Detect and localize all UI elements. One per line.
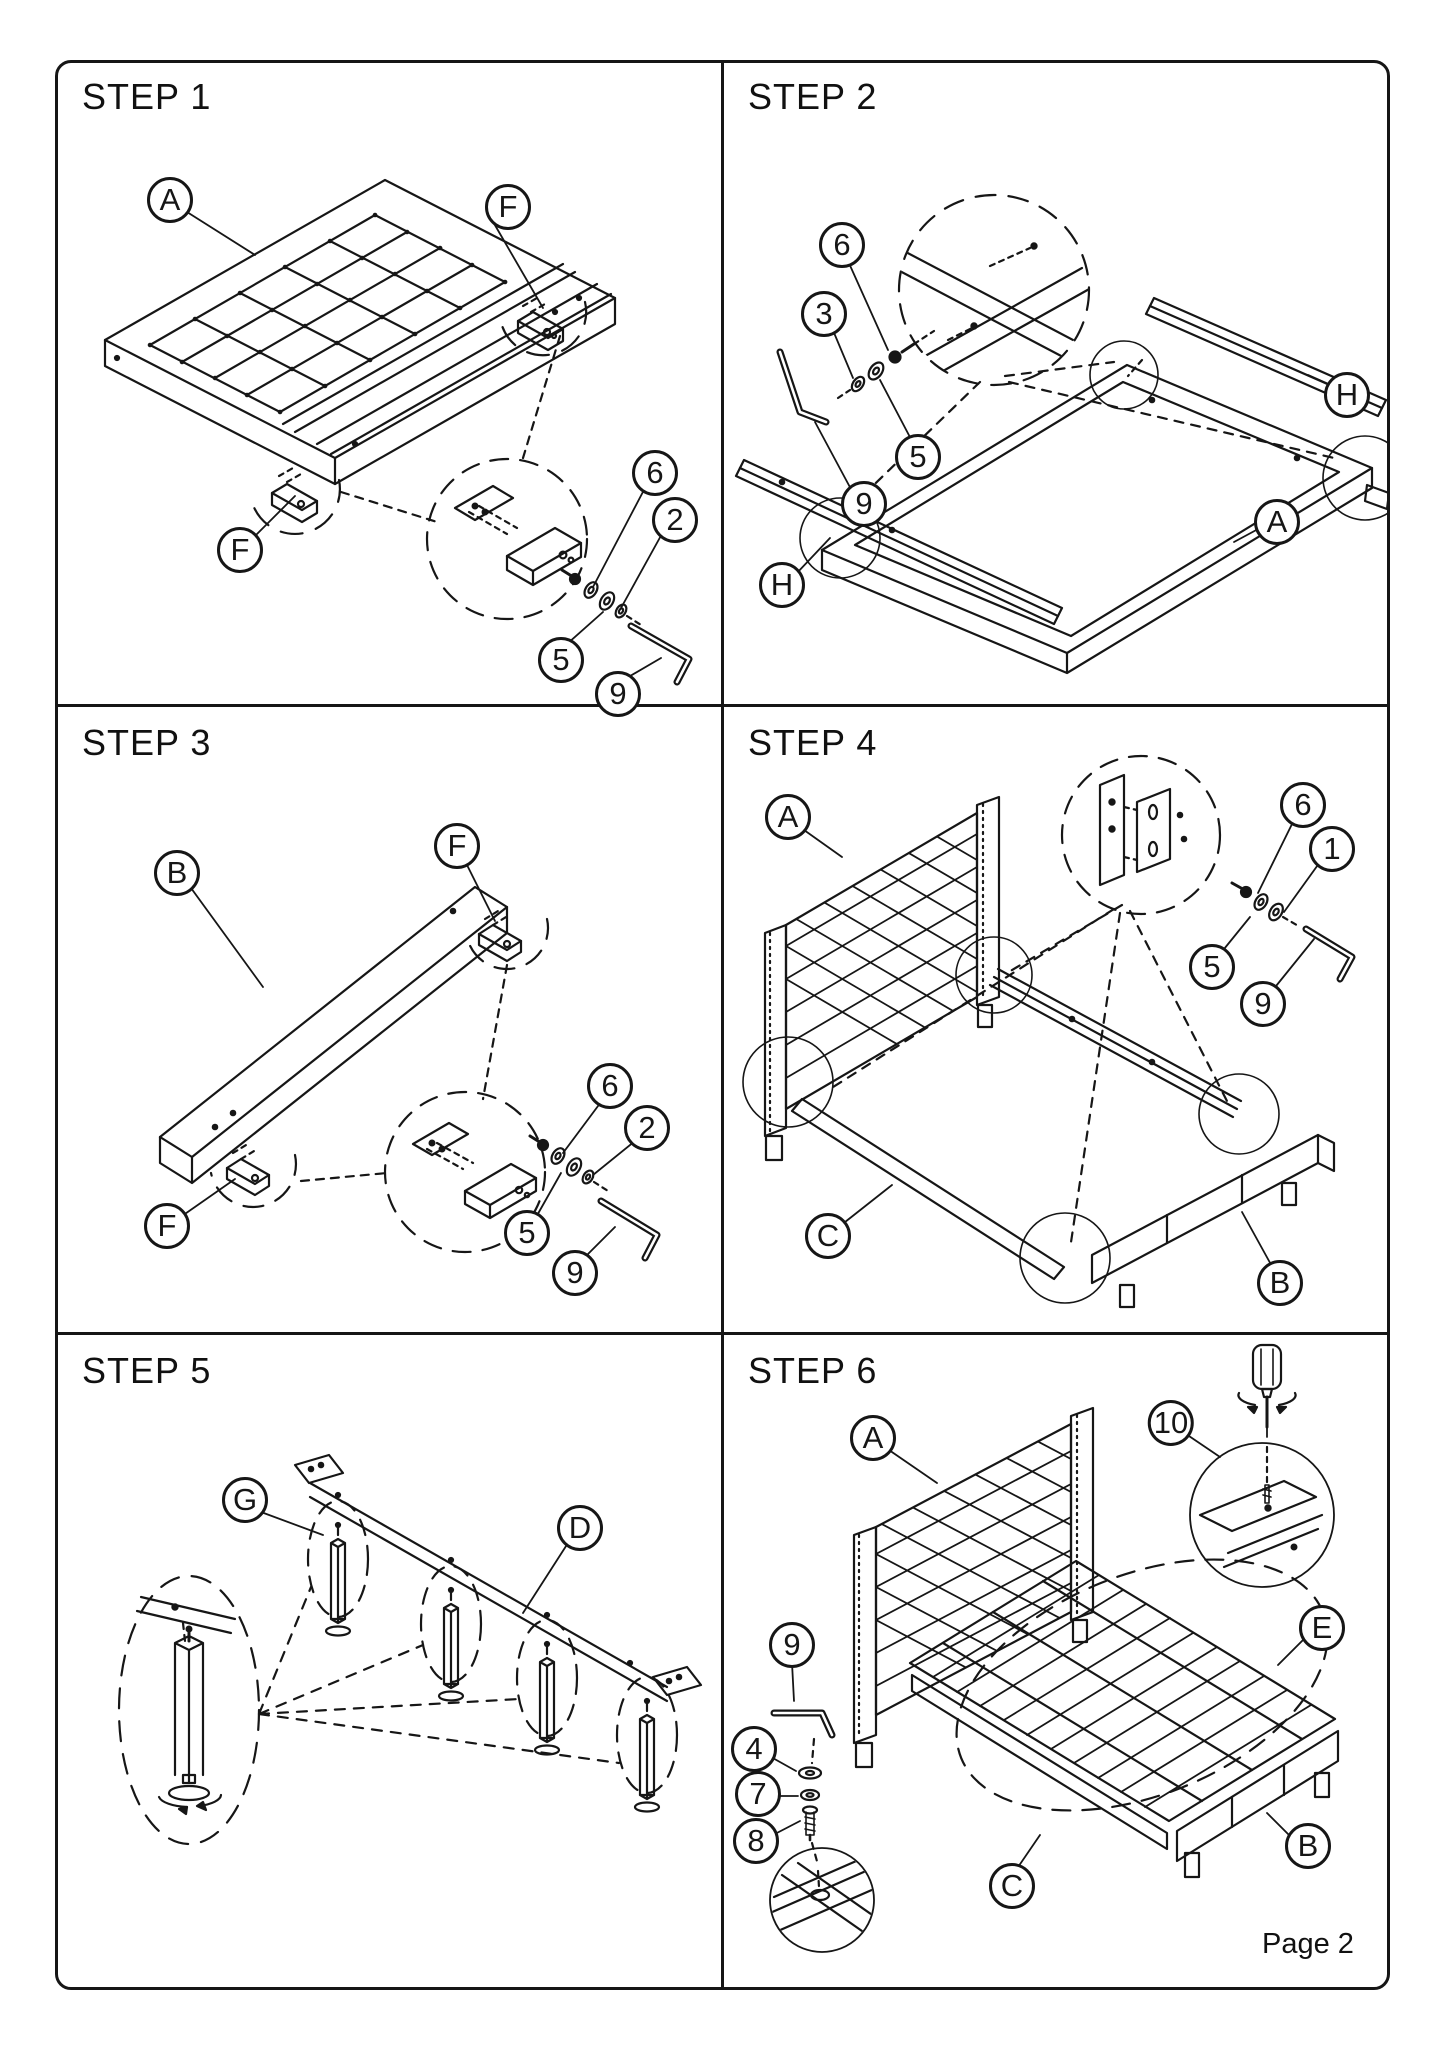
bolt-stack-icon [799, 1739, 821, 1865]
callout-step2-H2: H [759, 562, 805, 608]
callout-step1-5: 5 [538, 637, 584, 683]
allen-wrench-icon [1306, 929, 1352, 979]
callout-step2-9: 9 [841, 481, 887, 527]
callout-step2-H1: H [1324, 372, 1370, 418]
callout-step4-C: C [805, 1213, 851, 1259]
callout-step5-G: G [222, 1477, 268, 1523]
leader-lines [182, 863, 635, 1259]
callout-step1-9: 9 [595, 671, 641, 717]
step-6-illustration [722, 1335, 1390, 1988]
headboard-illustration [854, 1352, 1093, 1767]
screwdriver-icon [1238, 1345, 1295, 1437]
step-1-title: STEP 1 [82, 76, 212, 117]
callout-step4-1: 1 [1309, 826, 1355, 872]
leg-block-left [251, 468, 340, 534]
callout-step6-B: B [1285, 1823, 1331, 1869]
callout-step6-C: C [989, 1863, 1035, 1909]
rail-b-illustration [160, 887, 507, 1183]
callout-step3-6: 6 [587, 1063, 633, 1109]
step-3-title: STEP 3 [82, 722, 212, 763]
callout-step1-2: 2 [652, 497, 698, 543]
callout-step5-D: D [557, 1505, 603, 1551]
leg-block-left [211, 1145, 296, 1207]
step-5-title: STEP 5 [82, 1350, 212, 1391]
callout-step3-2: 2 [624, 1105, 670, 1151]
callout-step1-A: A [147, 177, 193, 223]
callout-step6-7: 7 [735, 1771, 781, 1817]
callout-step4-B: B [1257, 1260, 1303, 1306]
callout-step1-6: 6 [632, 450, 678, 496]
callout-step6-8: 8 [733, 1818, 779, 1864]
callout-step2-6: 6 [819, 222, 865, 268]
callout-step3-9: 9 [552, 1250, 598, 1296]
detail-circle [427, 459, 587, 619]
detail-circle-screw [1190, 1443, 1334, 1587]
callout-step4-9: 9 [1240, 981, 1286, 1027]
callout-step1-F2: F [217, 527, 263, 573]
detail-circle [894, 195, 1092, 385]
step-6-title: STEP 6 [748, 1350, 878, 1391]
slat-platform-e [910, 1510, 1364, 1860]
allen-wrench-icon [631, 626, 689, 682]
step-5-illustration [55, 1335, 722, 1988]
callout-step6-E: E [1299, 1605, 1345, 1651]
legs-g [308, 1501, 677, 1812]
callout-step6-A: A [850, 1415, 896, 1461]
callout-step4-A: A [765, 794, 811, 840]
page-number-label: Page 2 [1262, 1928, 1354, 1960]
bolt-and-washers-icon [562, 570, 641, 625]
detail-circle-slat-hole [770, 1848, 878, 1952]
callout-step4-5: 5 [1189, 944, 1235, 990]
callout-step2-A: A [1254, 499, 1300, 545]
center-rail-d [295, 1455, 701, 1701]
step-2-title: STEP 2 [748, 76, 878, 117]
allen-wrench-icon [780, 352, 826, 422]
detail-circle [1062, 756, 1220, 914]
callout-step1-F1: F [485, 184, 531, 230]
callout-step3-5: 5 [504, 1210, 550, 1256]
callout-step6-9: 9 [769, 1622, 815, 1668]
allen-wrench-icon [774, 1713, 832, 1735]
callout-step3-B: B [154, 850, 200, 896]
callout-step4-6: 6 [1280, 782, 1326, 828]
allen-wrench-icon [601, 1201, 657, 1258]
callout-step3-F2: F [144, 1203, 190, 1249]
step-1-illustration [55, 60, 722, 704]
step-2-illustration [722, 60, 1390, 704]
callout-step3-F1: F [434, 823, 480, 869]
step-4-title: STEP 4 [748, 722, 878, 763]
callout-step6-4: 4 [731, 1726, 777, 1772]
bolt-and-washers-icon [838, 331, 934, 398]
bed-frame-illustration [800, 341, 1390, 673]
callout-step6-10: 10 [1148, 1400, 1194, 1446]
callout-step2-5: 5 [895, 434, 941, 480]
callout-step2-3: 3 [801, 291, 847, 337]
detail-ellipse [119, 1576, 259, 1844]
